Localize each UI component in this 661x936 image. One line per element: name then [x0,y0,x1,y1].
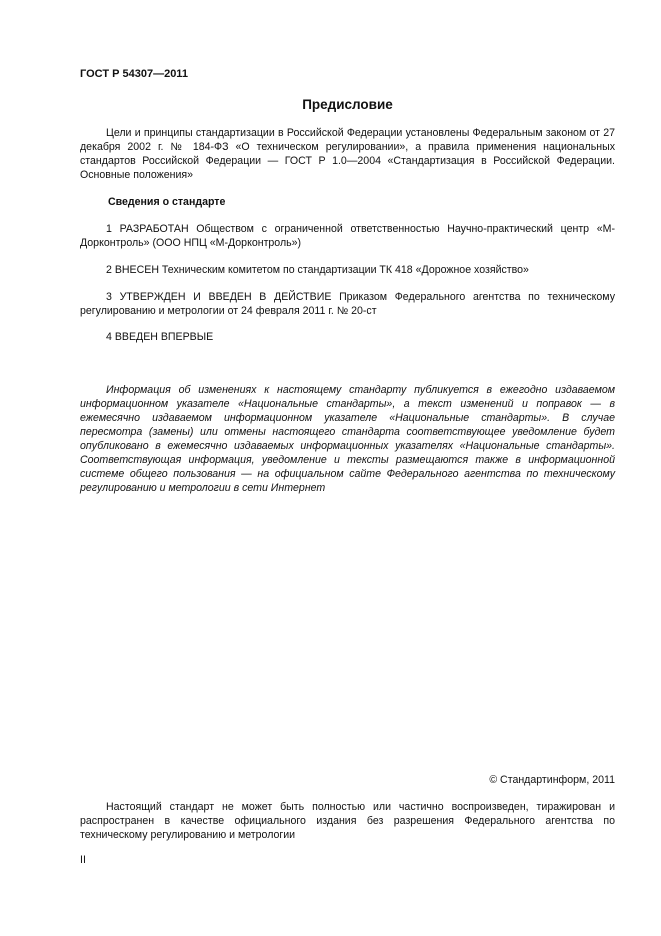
info-notice: Информация об изменениях к настоящему стандарту публикуется в ежегодно издаваемом информационном указателе «Национальные стандарты», а текст изменений и поправок — в ежемесячно издаваемом информационном указателе «Национальные стандарты». В случае пересмотра (замены) или отмены настоящего стандарта соответствующее уведомление будет опубликовано в ежемесячно издаваемых информационных указателях «Национальные стандарты». Соответствующая информация, уведомление и тексты размещаются также в информационной системе общего пользования — на официальном сайте Федерального агентства по техническому регулированию и метрологии в сети Интернет [80,384,615,494]
intro-paragraph [80,126,615,182]
section-heading: Сведения о стандарте [108,196,226,208]
item-2-text: 2 ВНЕСЕН Техническим комитетом по стандартизации ТК 418 «Дорожное хозяйство» [106,264,529,276]
item-1-text: 1 РАЗРАБОТАН Обществом с ограниченной ответственностью Научно-практический центр «М-Дорконтроль» (ООО НПЦ «М-Дорконтроль») [80,223,615,249]
item-3-text: 3 УТВЕРЖДЕН И ВВЕДЕН В ДЕЙСТВИЕ Приказом Федерального агентства по техническому регулированию и метрологии от 24 февраля 2011 г. № 20-ст [80,291,615,317]
intro-text: Цели и принципы стандартизации в Российской Федерации установлены Федеральным законом от 27 декабря 2002 г. № 184-ФЗ «О техническом регулировании», а правила применения национальных стандартов Российской Федерации — ГОСТ Р 1.0—2004 «Стандартизация в Российской Федерации. Основные положения» [80,127,615,181]
reproduction-notice: Настоящий стандарт не может быть полностью или частично воспроизведен, тиражирован и распространен в качестве официального издания без разрешения Федерального агентства по техническому регулированию и метрологии [80,801,615,841]
page-number: II [80,854,86,866]
page-title: Предисловие [302,97,393,112]
item-3 [80,290,615,318]
standard-code: ГОСТ Р 54307—2011 [80,68,188,80]
item-4-text: 4 ВВЕДЕН ВПЕРВЫЕ [106,331,214,343]
item-2 [80,263,615,277]
item-1 [80,222,615,250]
item-4 [80,330,615,344]
copyright: © Стандартинформ, 2011 [489,774,615,786]
